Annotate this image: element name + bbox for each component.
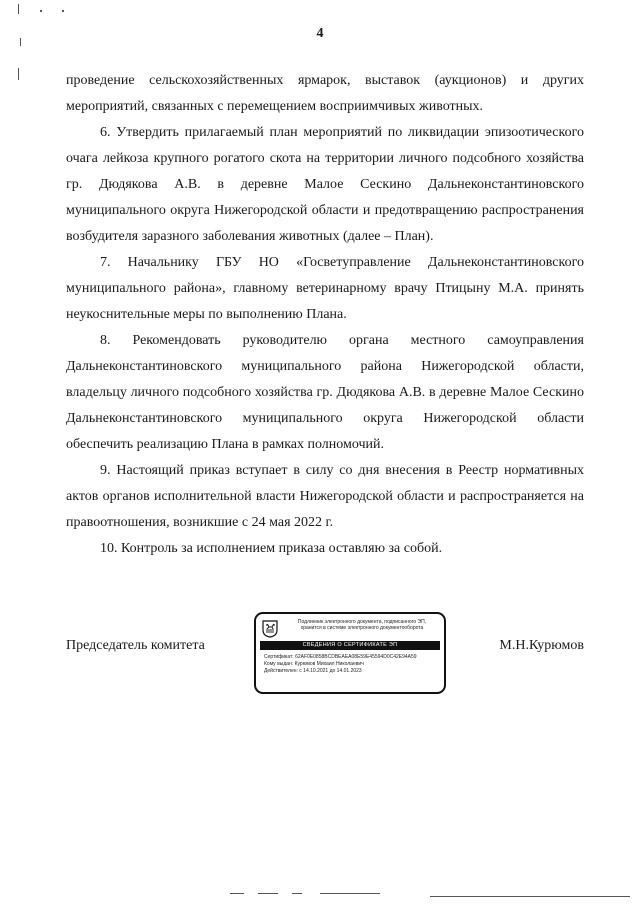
scan-artifact-mark	[230, 893, 244, 894]
stamp-owner: Кому выдан: Курюмов Михаил Николаевич	[264, 661, 364, 667]
scan-artifact-mark	[62, 10, 64, 12]
stamp-certificate-number: Сертификат: 62AF0E0858BCDBEAEA08E59E45594D0C42E94A59	[264, 654, 417, 660]
stamp-validity: Действителен: с 14.10.2021 до 14.01.2023	[264, 668, 362, 674]
scan-artifact-mark	[258, 893, 278, 894]
scan-artifact-mark	[40, 10, 42, 12]
stamp-header	[282, 619, 442, 631]
paragraph-item-6: 6. Утвердить прилагаемый план мероприятий по ликвидации эпизоотического очага лейкоза крупного рогатого скота на территории личного подсобного хозяйства гр. Дюдякова А.В. в деревне Малое Сескино Дальнеконстантиновского муниципального округа Нижегородской области и предотвращению распространения возбудителя заразного заболевания животных (далее – План).	[66, 125, 584, 244]
paragraph-continuation: проведение сельскохозяйственных ярмарок, выставок (аукционов) и других мероприятий, связанных с перемещением восприимчивых животных.	[66, 73, 584, 114]
document-body	[66, 68, 584, 562]
scan-artifact-mark	[320, 893, 380, 894]
scan-artifact-mark	[20, 38, 21, 46]
signatory-name: М.Н.Курюмов	[499, 638, 584, 653]
page-number: 4	[316, 26, 324, 41]
paragraph-item-9: 9. Настоящий приказ вступает в силу со дня внесения в Реестр нормативных актов органов исполнительной власти Нижегородской области и распространяется на правоотношения, возникшие с 24 мая 2022 г.	[66, 463, 584, 530]
stamp-details	[264, 654, 442, 675]
scan-artifact-mark	[18, 4, 19, 14]
scan-artifact-mark	[430, 896, 630, 897]
stamp-header-line-1: Подлинник электронного документа, подписанного ЭП,	[297, 619, 427, 625]
paragraph-item-8: 8. Рекомендовать руководителю органа местного самоуправления Дальнеконстантиновского муниципального района Нижегородской области, владельцу личного подсобного хозяйства гр. Дюдякова А.В. в деревне Малое Сескино Дальнеконстантиновского муниципального округа Нижегородской области обеспечить реализацию Плана в рамках полномочий.	[66, 333, 584, 452]
paragraph-item-10: 10. Контроль за исполнением приказа оставляю за собой.	[100, 541, 443, 556]
signature-block	[66, 612, 584, 696]
scan-artifact-mark	[292, 893, 302, 894]
stamp-header-line-2: хранится в системе электронного документооборота	[300, 625, 424, 631]
stamp-certificate-bar: СВЕДЕНИЯ О СЕРТИФИКАТЕ ЭП	[260, 641, 440, 650]
scan-artifact-mark	[18, 68, 19, 80]
deer-emblem-icon	[262, 620, 278, 638]
paragraph-item-7: 7. Начальнику ГБУ НО «Госветуправление Дальнеконстантиновского муниципального района», главному ветеринарному врачу Птицыну М.А. принять неукоснительные меры по выполнению Плана.	[66, 255, 584, 322]
signatory-title: Председатель комитета	[66, 638, 205, 653]
electronic-signature-stamp	[254, 612, 446, 694]
